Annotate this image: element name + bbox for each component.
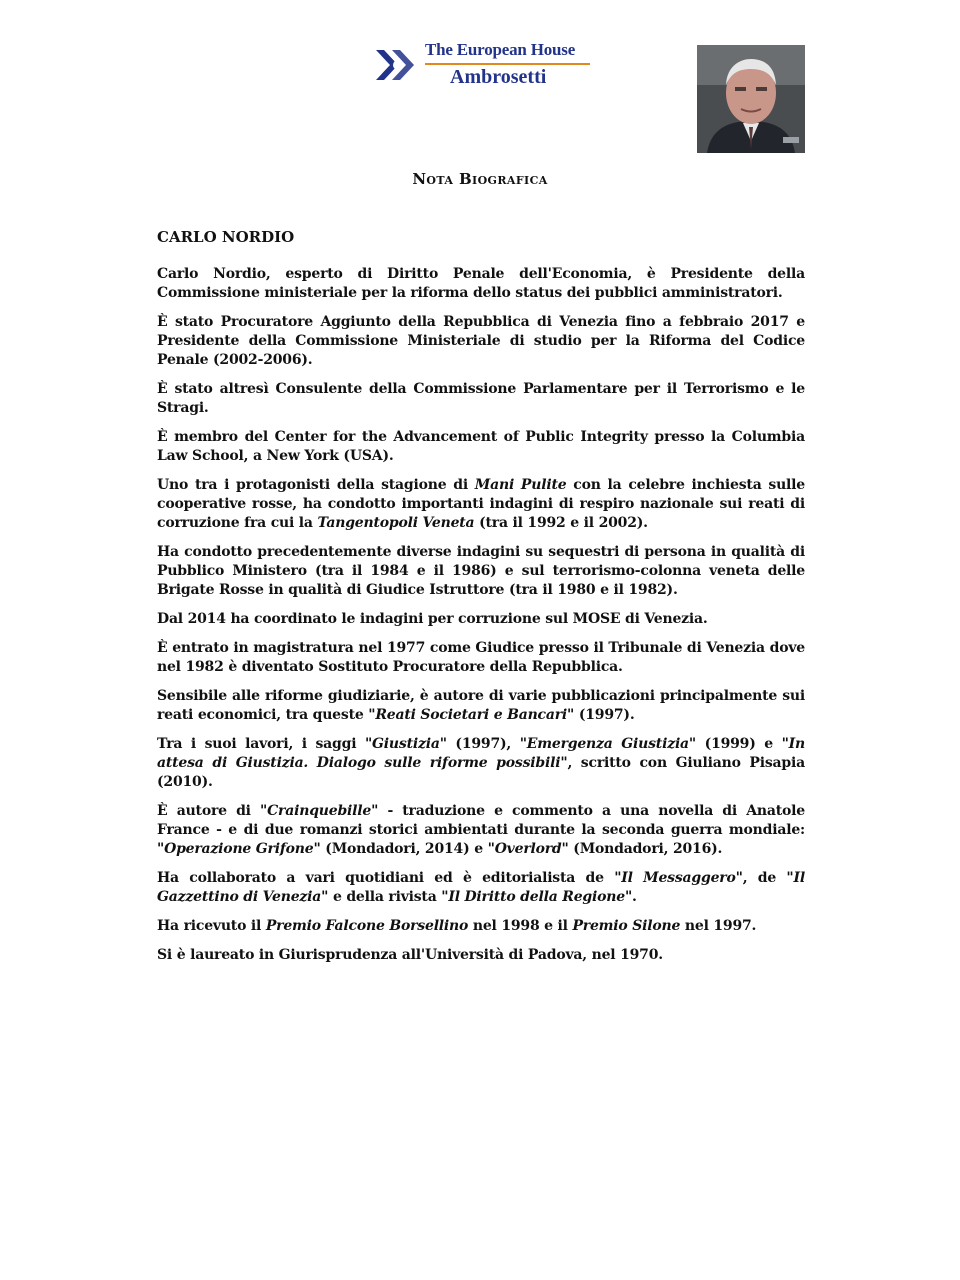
bio-italic-text: In attesa di Giustizia. Dialogo sulle riforme possibili <box>157 736 805 771</box>
bio-italic-text: "Operazione Grifone" <box>157 841 321 857</box>
bio-text: con la celebre inchiesta sulle cooperative rosse, ha condotto importanti indagini di respiro nazionale sui reati di corruzione fra cui la <box>157 477 806 531</box>
bio-paragraph <box>157 543 805 600</box>
bio-paragraph <box>157 802 805 859</box>
bio-paragraph <box>157 265 805 303</box>
bio-text: nel 1998 e il <box>468 918 573 934</box>
bio-italic-text: Il Diritto della Regione <box>448 889 625 905</box>
bio-text: Si è laureato in Giurisprudenza all'Università di Padova, nel 1970. <box>157 947 663 963</box>
bio-text: È entrato in magistratura nel 1977 come Giudice presso il Tribunale di Venezia dove nel 1982 è diventato Sostituto Procuratore della Repubblica. <box>157 640 805 675</box>
bio-text: Uno tra i protagonisti della stagione di <box>157 477 475 493</box>
bio-text: (Mondadori, 2016). <box>568 841 723 857</box>
bio-text: (tra il 1992 e il 2002). <box>474 515 648 531</box>
bio-text: Dal 2014 ha coordinato le indagini per corruzione sul MOSE di Venezia. <box>157 611 708 627</box>
biography-body <box>157 265 805 975</box>
bio-italic-text: "Reati Societari e Bancari" <box>368 707 575 723</box>
bio-paragraph <box>157 735 805 792</box>
bio-text: È stato altresì Consulente della Commissione Parlamentare per il Terrorismo e le Stragi. <box>157 381 805 416</box>
bio-italic-text: Premio Falcone Borsellino <box>265 918 469 934</box>
bio-text: Carlo Nordio, esperto di Diritto Penale dell'Economia, è Presidente della Commissione ministeriale per la riforma dello status dei pubblici amministratori. <box>157 266 805 301</box>
bio-text: (Mondadori, 2014) e <box>320 841 488 857</box>
bio-italic-text: "Crainquebille" <box>260 803 379 819</box>
bio-text: Ha collaborato a vari quotidiani ed è editorialista de <box>157 870 615 886</box>
ambrosetti-logo-icon <box>370 44 420 86</box>
bio-text: Ha condotto precedentemente diverse indagini su sequestri di persona in qualità di Pubblico Ministero (tra il 1984 e il 1986) e sul terrorismo-colonna veneta delle Brigate Rosse in qualità di Giudice Istruttore (tra il 1980 e il 1982). <box>157 544 805 598</box>
bio-text: È membro del Center for the Advancement of Public Integrity presso la Columbia Law School, a New York (USA). <box>157 429 805 464</box>
bio-text: (1997). <box>574 707 635 723</box>
bio-italic-text: Premio Silone <box>572 918 681 934</box>
bio-paragraph <box>157 946 805 965</box>
logo-line-1: The European House <box>425 40 576 59</box>
bio-paragraph <box>157 687 805 725</box>
bio-paragraph <box>157 313 805 370</box>
bio-text: , de " <box>742 870 794 886</box>
bio-italic-text: "Emergenza Giustizia" <box>519 736 697 752</box>
logo-divider <box>425 63 590 65</box>
bio-paragraph <box>157 639 805 677</box>
bio-paragraph <box>157 610 805 629</box>
bio-text: - traduzione e commento a una novella di Anatole France - e di due romanzi storici ambientati durante la seconda guerra mondiale: <box>157 803 805 838</box>
bio-paragraph <box>157 476 805 533</box>
bio-italic-text: Il Gazzettino di Venezia <box>157 870 805 905</box>
bio-text: nel 1997. <box>680 918 757 934</box>
bio-text: " e della rivista " <box>321 889 449 905</box>
bio-paragraph <box>157 380 805 418</box>
page-title: Nota Biografica <box>412 170 548 188</box>
bio-text: (1999) e " <box>696 736 789 752</box>
bio-text: Ha ricevuto il <box>157 918 266 934</box>
company-logo <box>370 40 600 92</box>
bio-paragraph <box>157 428 805 466</box>
bio-text: ", scritto con Giuliano Pisapia (2010). <box>157 755 805 790</box>
bio-paragraph <box>157 917 805 936</box>
bio-paragraph <box>157 869 805 907</box>
bio-italic-text: "Overlord" <box>487 841 569 857</box>
bio-text: È stato Procuratore Aggiunto della Repubblica di Venezia fino a febbraio 2017 e Presidente della Commissione Ministeriale di studio per la Riforma del Codice Penale (2002-2006). <box>157 314 805 368</box>
person-name: CARLO NORDIO <box>157 228 295 246</box>
bio-italic-text: "Giustizia" <box>364 736 447 752</box>
bio-italic-text: "Il Messaggero" <box>614 870 743 886</box>
portrait-photo-icon <box>697 45 805 153</box>
bio-text: È autore di <box>157 803 261 819</box>
bio-text: ". <box>624 889 637 905</box>
logo-line-2: Ambrosetti <box>450 66 547 88</box>
bio-text: Tra i suoi lavori, i saggi <box>157 736 365 752</box>
bio-italic-text: Tangentopoli Veneta <box>317 515 475 531</box>
bio-italic-text: Mani Pulite <box>474 477 567 493</box>
bio-text: Sensibile alle riforme giudiziarie, è autore di varie pubblicazioni principalmente sui reati economici, tra queste <box>157 688 805 723</box>
portrait-photo <box>697 45 805 153</box>
bio-text: (1997), <box>446 736 520 752</box>
